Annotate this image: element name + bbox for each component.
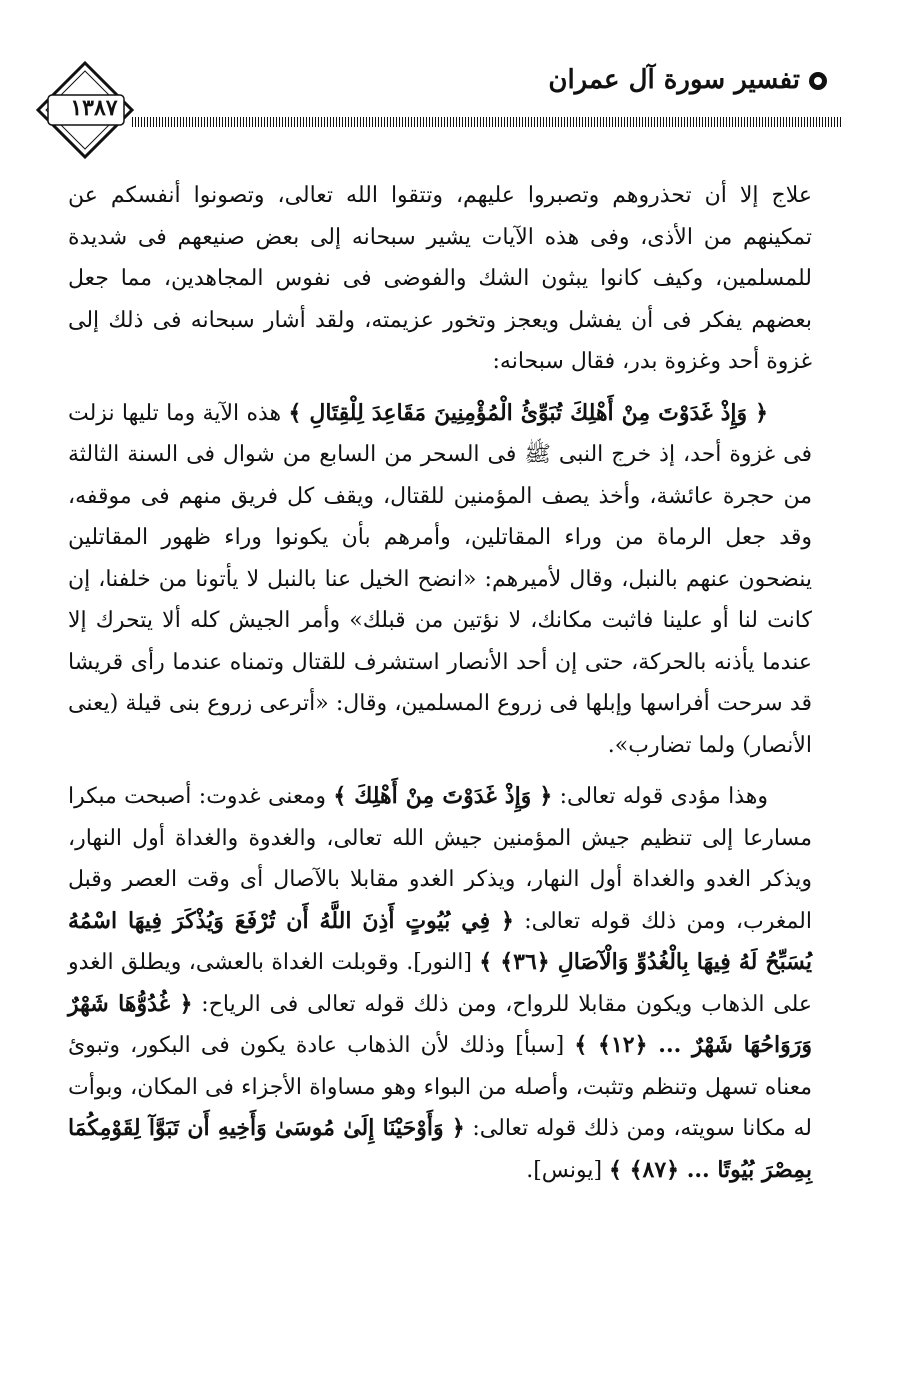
text-segment: [سبأ] وذلك لأن الذهاب عادة يكون فى البكور، وتبوئ معناه تسهل وتنظم وتثبت، وأصله من البواء وهو مساواة الأجزاء فى المكان، وبوأت له مكانا سويته، ومن ذلك قوله تعالى: [68,1033,812,1141]
text-segment: [النور]. وقوبلت الغداة بالعشى، ويطلق الغدو على الذهاب ويكون مقابلا للرواح، ومن ذلك قوله تعالى فى الرياح: [68,950,813,1017]
paragraph [68,393,812,767]
quran-verse: ﴿ وَإِذْ غَدَوْتَ مِنْ أَهْلِكَ ﴾ [333,783,553,809]
quran-verse: ﴿ وَأَوْحَيْنَا إِلَىٰ مُوسَىٰ وَأَخِيهِ أَن تَبَوَّآ لِقَوْمِكُمَا بِمِصْرَ بُيُوتًا ... ﴿٨٧﴾ ﴾ [68,1115,812,1183]
page-number: ١٣٨٧ [70,95,118,121]
paragraph [68,776,812,1191]
paragraph [68,175,812,383]
page-number-badge [30,55,140,165]
text-segment: علاج إلا أن تحذروهم وتصبروا عليهم، وتتقوا الله تعالى، وتصونوا أنفسكم عن تمكينهم من الأذى، وفى هذه الآيات يشير سبحانه إلى بعض صنيعهم فى شديدة للمسلمين، وكيف كانوا يبثون الشك والفوضى فى نفوس المجاهدين، مما جعل بعضهم يفكر فى أن يفشل ويعجز وتخور عزيمته، ولقد أشار سبحانه فى ذلك إلى غزوة أحد وغزوة بدر، فقال سبحانه: [68,183,812,374]
text-segment: هذه الآية وما تليها نزلت فى غزوة أحد، إذ خرج النبى ﷺ فى السحر من السابع من شوال فى السنة الثالثة من حجرة عائشة، وأخذ يصف المؤمنين للقتال، ويقف كل فريق منهم فى موقفه، وقد جعل الرماة من وراء المقاتلين، وأمرهم بأن يكونوا وراء ظهور المقاتلين ينضحون عنهم بالنبل، وقال لأميرهم: «انضح الخيل عنا بالنبل لا يأتونا من خلفنا، إن كانت لنا أو علينا فاثبت مكانك، لا نؤتين من قبلك» وأمر الجيش كله ألا يتحرك إلا عندما يأذنه بالحركة، حتى إن أحد الأنصار استشرف للقتال وتمناه عندما رأى قريشا قد سرحت أفراسها وإبلها فى زروع المسلمين، وقال: «أترعى زروع بنى قيلة (يعنى الأنصار) ولما تضارب». [68,400,812,758]
text-segment: [يونس]. [526,1157,610,1183]
body-text [68,175,812,1201]
page-header [30,55,830,165]
quran-verse: ﴿ وَإِذْ غَدَوْتَ مِنْ أَهْلِكَ تُبَوِّئُ الْمُؤْمِنِينَ مَقَاعِدَ لِلْقِتَالِ ﴾ [288,399,768,426]
text-segment: ومعنى غدوت: أصبحت مبكرا مسارعا إلى تنظيم جيش المؤمنين جيش الله تعالى، والغدوة والغداة أول النهار، ويذكر الغدو والغداة أول النهار، ويذكر الغدو مقابلا بالآصال أى وقت العصر وقبل المغرب، ومن ذلك قوله تعالى: [68,784,812,934]
text-segment: وهذا مؤدى قوله تعالى: [552,784,769,809]
header-rule [132,117,842,127]
ornament-icon [806,69,830,93]
quran-verse: ﴿ غُدُوُّهَا شَهْرٌ وَرَوَاحُهَا شَهْرٌ ... ﴿١٢﴾ ﴾ [68,990,812,1058]
quran-verse: ﴿ فِي بُيُوتٍ أَذِنَ اللَّهُ أَن تُرْفَعَ وَيُذْكَرَ فِيهَا اسْمُهُ يُسَبِّحُ لَهُ فِيهَا بِالْغُدُوِّ وَالْآصَالِ ﴿٣٦﴾ ﴾ [68,907,812,975]
running-title: تفسير سورة آل عمران [548,65,800,95]
